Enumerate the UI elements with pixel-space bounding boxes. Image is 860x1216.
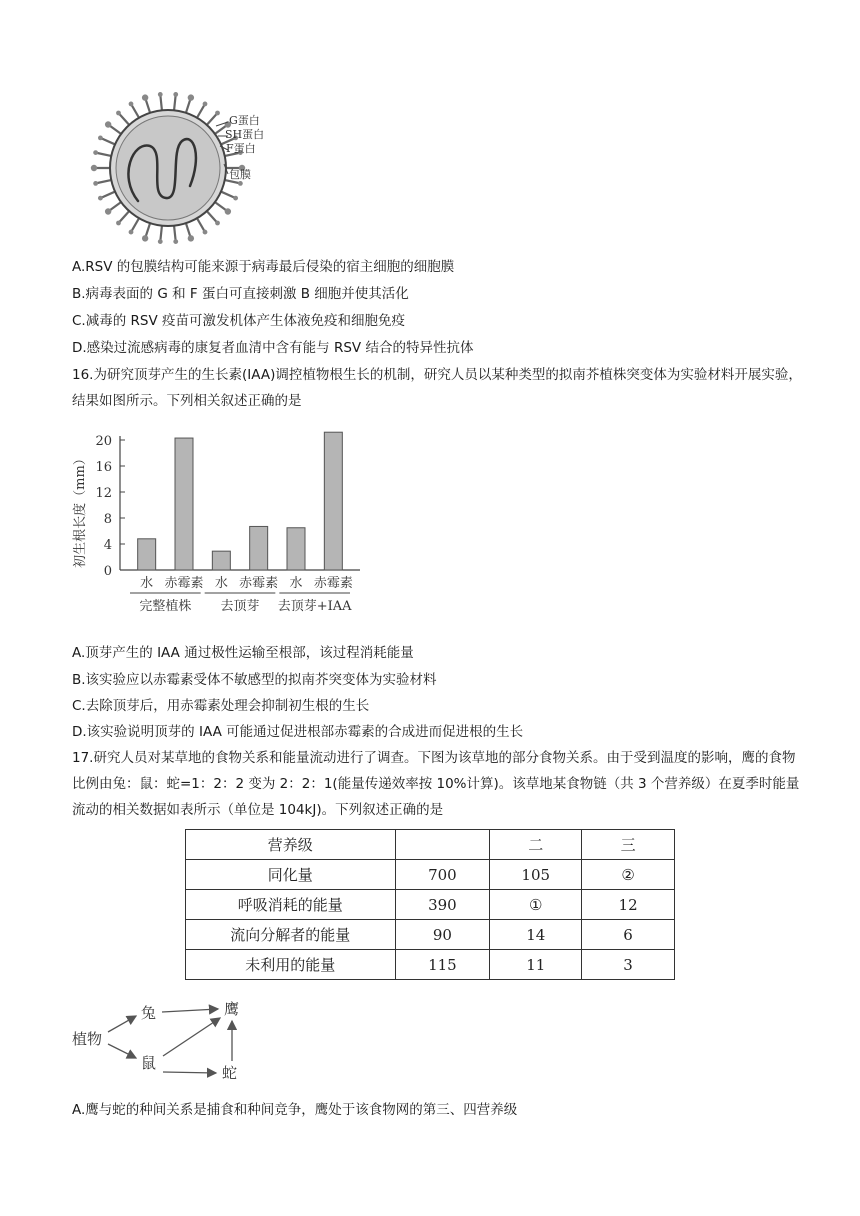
bar <box>287 528 305 570</box>
spike-protein <box>100 138 116 145</box>
bar <box>250 526 268 570</box>
spike-head <box>98 196 103 201</box>
spike-head <box>188 235 194 241</box>
spike-protein <box>197 217 206 232</box>
arrow-mouse-snake <box>163 1072 216 1073</box>
table-cell: 同化量 <box>186 860 396 890</box>
spike-protein <box>160 225 162 242</box>
table-cell: 11 <box>490 950 582 980</box>
table-cell: 6 <box>582 920 675 950</box>
q16-option-b: B.该实验应以赤霉素受体不敏感型的拟南芥突变体为实验材料 <box>72 672 437 688</box>
spike-head <box>93 181 98 186</box>
root-length-bar-chart <box>70 428 370 618</box>
spike-head <box>158 239 163 244</box>
y-tick-label: 20 <box>95 434 112 449</box>
spike-head <box>188 94 194 100</box>
spike-head <box>215 111 220 116</box>
spike-protein <box>174 225 176 242</box>
table-row <box>186 950 675 980</box>
spike-protein <box>220 191 236 198</box>
chart-groups <box>130 593 352 614</box>
food-web-diagram <box>68 994 258 1086</box>
spike-head <box>129 230 134 235</box>
table-cell: 呼吸消耗的能量 <box>186 890 396 920</box>
q17-stem: 17.研究人员对某草地的食物关系和能量流动进行了调查。下图为该草地的部分食物关系。由于受到温度的影响，鹰的食物比例由兔：鼠：蛇=1：2：2 变为 2：2：1(能量传递效率按 10%计算)。该草地某食物链（共 3 个营养级）在夏季时能量流动的相关数据如表所示（单位是 104kJ)。下列叙述正确的是 <box>72 750 800 818</box>
spike-protein <box>118 210 129 223</box>
node-eagle: 鹰 <box>224 1000 240 1018</box>
energy-flow-table <box>185 829 675 980</box>
q17-option-a: A.鹰与蛇的种间关系是捕食和种间竞争，鹰处于该食物网的第三、四营养级 <box>72 1102 518 1118</box>
q16-option-c: C.去除顶芽后，用赤霉素处理会抑制初生根的生长 <box>72 698 370 714</box>
envelope-label: 包膜 <box>229 168 251 181</box>
q15-option-d: D.感染过流感病毒的康复者血清中含有能与 RSV 结合的特异性抗体 <box>72 340 474 356</box>
q16-option-a: A.顶芽产生的 IAA 通过极性运输至根部，该过程消耗能量 <box>72 645 414 661</box>
spike-head <box>91 165 97 171</box>
y-tick-label: 12 <box>95 486 112 501</box>
spike-protein <box>118 113 129 126</box>
group-label: 去顶芽+IAA <box>277 599 352 614</box>
x-category-label: 赤霉素 <box>239 576 279 591</box>
spike-head <box>129 102 134 107</box>
node-snake: 蛇 <box>222 1064 238 1082</box>
q16-stem: 16.为研究顶芽产生的生长素(IAA)调控植物根生长的机制，研究人员以某种类型的拟南芥植株突变体为实验材料开展实验，结果如图所示。下列相关叙述正确的是 <box>72 367 802 409</box>
spike-head <box>158 92 163 97</box>
table-cell: 390 <box>395 890 490 920</box>
spike-protein <box>174 94 176 111</box>
spike-protein <box>197 104 206 119</box>
x-category-label: 水 <box>140 576 154 591</box>
q15-option-b: B.病毒表面的 G 和 F 蛋白可直接刺激 B 细胞并使其活化 <box>72 286 409 302</box>
node-rabbit: 兔 <box>141 1004 157 1022</box>
table-cell: 90 <box>395 920 490 950</box>
spike-protein <box>131 104 140 119</box>
table-header-row <box>186 830 675 860</box>
table-cell: 115 <box>395 950 490 980</box>
spike-protein <box>131 217 140 232</box>
x-category-label: 水 <box>289 576 303 591</box>
table-header-cell: 二 <box>490 830 582 860</box>
group-label: 去顶芽 <box>220 599 260 614</box>
spike-protein <box>160 94 162 111</box>
table-cell: 未利用的能量 <box>186 950 396 980</box>
q15-option-c: C.减毒的 RSV 疫苗可激发机体产生体液免疫和细胞免疫 <box>72 313 405 329</box>
chart-y-axis-label: 初生根长度（mm） <box>73 452 88 568</box>
table-cell: 105 <box>490 860 582 890</box>
table-row <box>186 860 675 890</box>
table-row <box>186 890 675 920</box>
y-tick-label: 4 <box>103 538 112 553</box>
table-cell: 流向分解者的能量 <box>186 920 396 950</box>
sh-protein-label: SH蛋白 <box>225 128 265 141</box>
spike-head <box>105 121 111 127</box>
rsv-virus-figure <box>78 86 288 250</box>
spike-head <box>203 102 208 107</box>
spike-head <box>93 150 98 155</box>
spike-head <box>105 208 111 214</box>
table-header-cell <box>395 830 490 860</box>
arrow-mouse-eagle <box>163 1018 220 1056</box>
spike-head <box>142 94 148 100</box>
group-label: 完整植株 <box>139 599 192 614</box>
chart-bars <box>138 432 343 570</box>
bar <box>324 432 342 570</box>
spike-protein <box>206 113 217 126</box>
x-category-label: 水 <box>214 576 228 591</box>
spike-head <box>173 92 178 97</box>
x-category-label: 赤霉素 <box>313 576 353 591</box>
arrow-plant-rabbit <box>108 1016 136 1032</box>
table-cell: 700 <box>395 860 490 890</box>
y-tick-label: 0 <box>103 564 112 579</box>
spike-head <box>233 196 238 201</box>
bar <box>212 551 230 570</box>
spike-head <box>215 221 220 226</box>
spike-head <box>142 235 148 241</box>
spike-head <box>203 230 208 235</box>
f-protein-label: F蛋白 <box>226 142 256 155</box>
bar <box>138 539 156 570</box>
spike-head <box>225 208 231 214</box>
envelope-inner <box>116 116 220 220</box>
table-row <box>186 920 675 950</box>
table-cell: 14 <box>490 920 582 950</box>
x-category-label: 赤霉素 <box>164 576 204 591</box>
spike-head <box>238 181 243 186</box>
node-mouse: 鼠 <box>141 1054 157 1072</box>
table-cell: ② <box>582 860 675 890</box>
spike-protein <box>206 210 217 223</box>
spike-head <box>116 111 121 116</box>
table-cell: ① <box>490 890 582 920</box>
spike-head <box>173 239 178 244</box>
arrow-rabbit-eagle <box>162 1009 218 1012</box>
spike-protein <box>96 180 113 184</box>
table-header-cell: 三 <box>582 830 675 860</box>
chart-x-categories <box>140 575 353 591</box>
spike-protein <box>96 153 113 157</box>
q15-option-a: A.RSV 的包膜结构可能来源于病毒最后侵染的宿主细胞的细胞膜 <box>72 259 455 275</box>
spike-protein <box>100 191 116 198</box>
table-cell: 12 <box>582 890 675 920</box>
node-plant: 植物 <box>72 1030 103 1048</box>
table-header-cell: 营养级 <box>186 830 396 860</box>
y-tick-label: 16 <box>95 460 112 475</box>
bar <box>175 438 193 570</box>
g-protein-label: G蛋白 <box>229 114 260 127</box>
q16-option-d: D.该实验说明顶芽的 IAA 可能通过促进根部赤霉素的合成进而促进根的生长 <box>72 724 524 740</box>
spike-head <box>98 136 103 141</box>
table-cell: 3 <box>582 950 675 980</box>
arrow-plant-mouse <box>108 1044 136 1058</box>
y-tick-label: 8 <box>103 512 112 527</box>
spike-head <box>116 221 121 226</box>
